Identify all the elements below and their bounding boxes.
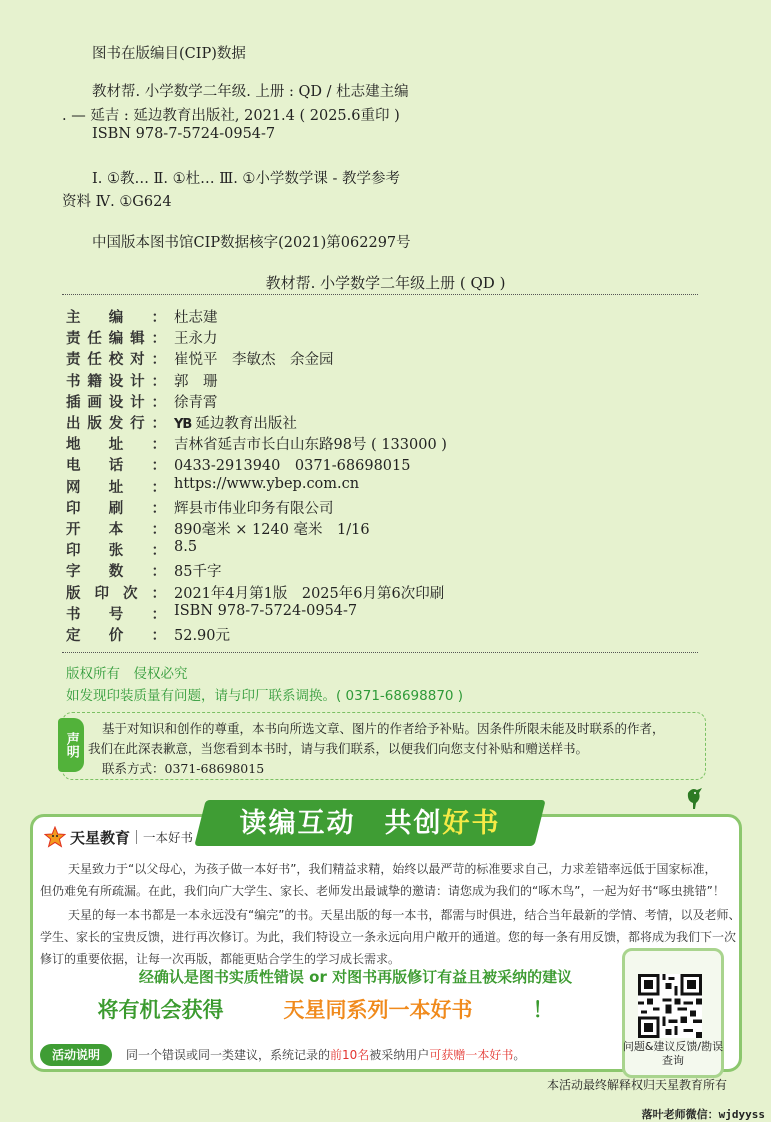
qr-code[interactable] (638, 974, 702, 1038)
cip-line: . — 延吉 : 延边教育出版社, 2021.4 ( 2025.6重印 ) (62, 108, 400, 124)
info-value-text: 吉林省延吉市长白山东路98号 ( 133000 ) (174, 437, 447, 454)
brand (44, 826, 193, 848)
info-value-text: 890毫米 × 1240 毫米 1/16 (174, 522, 370, 538)
cip-line: Ⅰ. ①教… Ⅱ. ①杜… Ⅲ. ①小学数学课 - 教学参考 (92, 171, 401, 187)
info-row (66, 518, 370, 539)
info-value-text: 杜志建 (174, 310, 218, 326)
info-value-text: 崔悦平 李敏杰 余金园 (174, 352, 334, 369)
info-row (66, 454, 410, 475)
info-row (66, 370, 218, 391)
info-value (174, 624, 230, 645)
intro-paragraph-line: 修订的重要依据，让每一次再版，都能更贴合学生的学习成长需求。 (40, 952, 401, 966)
info-value (174, 497, 334, 518)
promo-text-a: 将有机会获得 (97, 998, 224, 1022)
info-row (66, 582, 444, 603)
info-value (174, 327, 218, 348)
activity-text-c: 被采纳用户 (369, 1048, 430, 1062)
declaration-contact: 联系方式：0371-68698015 (102, 761, 265, 776)
cip-isbn: ISBN 978-7-5724-0954-7 (92, 126, 276, 142)
activity-top10: 前10名 (330, 1048, 370, 1062)
banner-part2: 好书 (442, 808, 501, 839)
activity-text (126, 1046, 525, 1063)
info-row (66, 348, 334, 369)
intro-paragraph-line: 天星的每一本书都是一本永远没有“编完”的书。天星出版的每一本书，都需与时俱进，结合当年最新的学情、考情，以及老师、 (68, 908, 741, 922)
info-value-text: 0433-2913940 0371-68698015 (174, 458, 411, 475)
info-label: 书 籍 设 计 ： (66, 373, 166, 390)
watermark: 落叶老师微信：wjdyyss (641, 1108, 765, 1121)
info-value-text: 2021年4月第1版 2025年6月第6次印刷 (174, 585, 445, 602)
info-value-text: 8.5 (174, 539, 198, 556)
publisher-logo-icon: YB (174, 417, 192, 432)
info-row (66, 306, 218, 327)
info-value-text: 延边教育出版社 (195, 416, 297, 432)
star-logo-icon (44, 826, 66, 848)
intro-paragraph-line: 但仍难免有所疏漏。在此，我们向广大学生、家长、老师发出最诚挚的邀请：请您成为我们的“啄木鸟”，一起为好书“啄虫挑错”！ (40, 884, 725, 898)
info-value (174, 412, 297, 433)
info-label: 开 本 ： (66, 522, 166, 538)
copyright-notice: 版权所有 侵权必究 (66, 666, 188, 682)
info-value-text: 王永力 (174, 331, 218, 348)
declaration-tag (58, 718, 84, 772)
brand-name: 天星教育 (70, 828, 131, 847)
info-value (174, 454, 410, 475)
info-value (174, 603, 357, 624)
info-value (174, 539, 197, 560)
info-label: 插 画 设 计 ： (66, 394, 166, 411)
info-label: 网 址 ： (66, 479, 166, 496)
cip-line: 资料 Ⅳ. ①G624 (62, 194, 172, 210)
cip-line: 教材帮. 小学数学二年级. 上册 : QD / 杜志建主编 (92, 84, 409, 100)
info-value (174, 560, 221, 581)
declaration-line: 基于对知识和创作的尊重，本书向所选文章、图片的作者给予补贴。因条件所限未能及时联系的作者， (102, 721, 665, 736)
info-value (174, 306, 218, 327)
intro-paragraph-line: 学生、家长的宝贵反馈，进行再次修订。为此，我们特设立一条永远向用户敞开的通道。您的每一条有用反馈，都将成为我们下一次 (40, 930, 737, 944)
book-title: 教材帮. 小学数学二年级上册 ( QD ) (265, 274, 506, 292)
promo-reward: 天星同系列一本好书 (283, 998, 473, 1022)
info-value-text: 徐青霄 (174, 394, 218, 411)
qr-caption: 问题&建议反馈/勘误查询 (622, 1040, 724, 1067)
bird-icon (684, 785, 706, 809)
quality-notice: 如发现印装质量有问题，请与印厂联系调换。( 0371-68698870 ) (66, 688, 464, 704)
info-value-text: 52.90元 (174, 628, 231, 644)
info-value-text: 郭 珊 (174, 373, 218, 390)
activity-rights: 本活动最终解释权归天星教育所有 (546, 1078, 727, 1092)
cip-number: 中国版本图书馆CIP数据核字(2021)第062297号 (92, 235, 411, 251)
info-label: 责 任 校 对 ： (66, 352, 166, 369)
info-row (66, 560, 221, 581)
divider (62, 294, 698, 295)
activity-text-a: 同一个错误或同一类建议，系统记录的 (126, 1048, 331, 1062)
intro-paragraph-line: 天星致力于“以父母心，为孩子做一本好书”，我们精益求精，始终以最严苛的标准要求自己，力求差错率远低于国家标准， (68, 862, 717, 876)
info-row (66, 624, 230, 645)
info-value (174, 476, 359, 497)
info-label: 印 刷 ： (66, 500, 166, 517)
info-label: 定 价 ： (66, 628, 166, 644)
banner-title (200, 804, 540, 844)
info-label: 电 话 ： (66, 458, 166, 475)
info-value-text: ISBN 978-7-5724-0954-7 (174, 602, 358, 619)
promo-condition: 经确认是图书实质性错误 or 对图书再版修订有益且被采纳的建议 (138, 968, 573, 986)
info-label: 出 版 发 行 ： (66, 416, 166, 432)
info-value (174, 582, 444, 603)
info-label: 书 号 ： (66, 606, 166, 623)
cip-heading: 图书在版编目(CIP)数据 (92, 46, 246, 62)
info-value (174, 370, 218, 391)
info-label: 版 印 次 ： (66, 585, 166, 602)
declaration-tag-label: 声明 (63, 732, 79, 758)
info-value-text: 辉县市伟业印务有限公司 (174, 500, 334, 517)
info-value (174, 348, 334, 369)
info-value (174, 433, 447, 454)
info-row (66, 412, 297, 433)
info-value-text: https://www.ybep.com.cn (174, 475, 360, 492)
info-row (66, 497, 334, 518)
info-row (66, 391, 218, 412)
info-row (66, 603, 357, 624)
info-row (66, 539, 197, 560)
banner-part1: 读编互动 共创 (239, 808, 443, 839)
info-label: 主 编 ： (66, 310, 166, 326)
info-label: 地 址 ： (66, 437, 166, 454)
info-row (66, 476, 359, 497)
promo-text-c: ！ (532, 998, 554, 1022)
info-value-text: 85千字 (174, 564, 222, 581)
divider (62, 652, 698, 653)
info-label: 责 任 编 辑 ： (66, 331, 166, 348)
activity-tag: 活动说明 (40, 1044, 112, 1066)
brand-slogan: 一本好书 (143, 830, 194, 845)
info-row (66, 433, 447, 454)
declaration-line: 我们在此深表歉意，当您看到本书时，请与我们联系，以便我们向您支付补贴和赠送样书。 (88, 741, 589, 756)
info-row (66, 327, 218, 348)
info-value (174, 391, 218, 412)
info-label: 字 数 ： (66, 564, 166, 581)
info-label: 印 张 ： (66, 543, 166, 560)
info-value (174, 518, 370, 539)
activity-text-e: 。 (513, 1048, 526, 1062)
brand-separator (136, 830, 137, 844)
activity-gift: 可获赠一本好书 (429, 1048, 514, 1062)
